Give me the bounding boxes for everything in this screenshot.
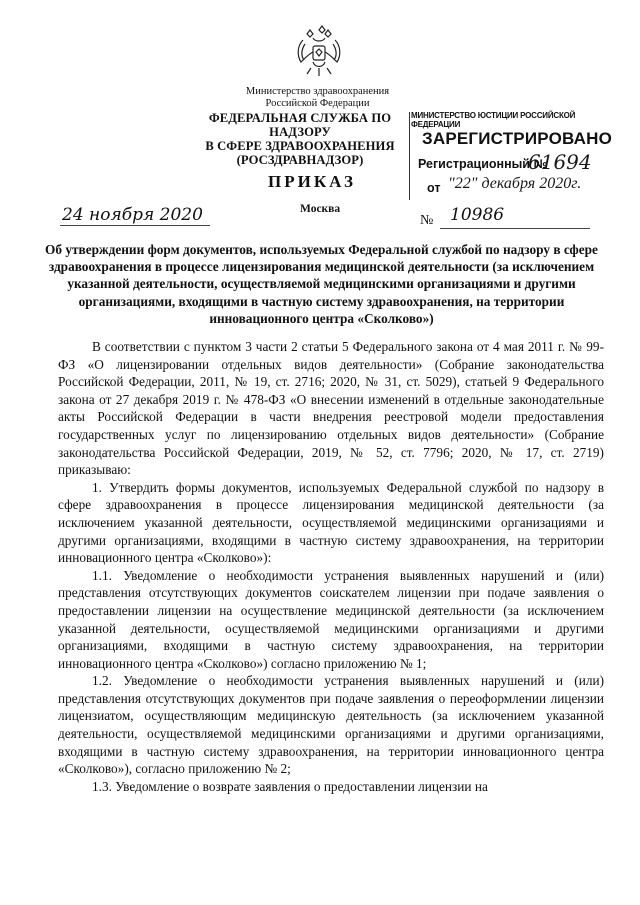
order-number-underline: [440, 228, 590, 229]
order-heading: ПРИКАЗ: [268, 172, 356, 191]
ministry-name: [215, 86, 420, 110]
service-name: [180, 111, 420, 167]
order-number-label: №: [420, 213, 434, 228]
stamp-border: [409, 112, 410, 200]
stamp-reg-number-label: Регистрационный №: [418, 157, 548, 171]
ministry-line-2: Российской Федерации: [265, 98, 370, 109]
stamp-reg-number: 61694: [528, 150, 592, 174]
paragraph-preamble: В соответствии с пунктом 3 части 2 статьи 5 Федерального закона от 4 мая 2011 г. № 99-ФЗ «О лицензировании отдельных видов деятельности» (Собрание законодательства Российской Федерации, 2011, № 19, ст. 2716; 2020, № 31, ст. 5029), статьей 9 Федерального закона от 27 декабря 2019 г. № 478-ФЗ «О внесении изменений в отдельные законодательные акты Российской Федерации в части внедрения реестровой модели предоставления государственных услуг по лицензированию отдельных видов деятельности» (Собрание законодательства Российской Федерации, 2019, № 52, ст. 7796; 2020, № 17, ст. 2719) приказываю:: [58, 339, 604, 478]
paragraph-item-1: 1. Утвердить формы документов, используемых Федеральной службой по надзору в сфере здравоохранения в процессе лицензирования медицинской деятельности (за исключением указанной деятельности, осуществляемой медицинскими организациями и другими организациями, входящими в частную систему здравоохранения, на территории инновационного центра «Сколково»):: [58, 479, 604, 566]
service-line-2: В СФЕРЕ ЗДРАВООХРАНЕНИЯ: [205, 139, 395, 153]
ministry-line-1: Министерство здравоохранения: [245, 86, 390, 97]
signing-date-underline: [60, 225, 210, 226]
service-line-3: (РОСЗДРАВНАДЗОР): [236, 153, 364, 167]
paragraph-item-1-3: 1.3. Уведомление о возврате заявления о предоставлении лицензии на: [92, 778, 488, 794]
stamp-date: "22" декабря 2020г.: [448, 175, 582, 192]
paragraph-item-1-2: 1.2. Уведомление о необходимости устранения выявленных нарушений и (или) представления отсутствующих документов при подаче заявления о переоформлении лицензии лицензиатом, осуществляющим медицинскую деятельность (за исключением указанной деятельности, осуществляемой медицинскими организациями и другими организациями, входящими в частную систему здравоохранения, на территории инновационного центра «Сколково»), согласно приложению № 2;: [58, 673, 604, 777]
stamp-ministry: МИНИСТЕРСТВО ЮСТИЦИИ РОССИЙСКОЙ ФЕДЕРАЦИИ: [411, 111, 576, 129]
city: Москва: [300, 203, 341, 215]
stamp-registered: ЗАРЕГИСТРИРОВАНО: [422, 129, 613, 148]
order-number: 10986: [450, 205, 505, 225]
service-line-1: ФЕДЕРАЛЬНАЯ СЛУЖБА ПО НАДЗОРУ: [208, 111, 392, 139]
document-body: [58, 338, 604, 795]
signing-date: 24 ноября 2020: [62, 205, 203, 225]
stamp-date-label: от: [427, 181, 441, 195]
coat-of-arms-emblem: [295, 24, 343, 78]
document-title: Об утверждении форм документов, используемых Федеральной службой по надзору в сфере здравоохранения в процессе лицензирования медицинской деятельности (за исключением указанной деятельности, осуществляемой медицинскими организациями и другими организациями, входящими в частную систему здравоохранения, на территории инновационного центра «Сколково»): [45, 242, 598, 326]
paragraph-item-1-1: 1.1. Уведомление о необходимости устранения выявленных нарушений и (или) представления отсутствующих документов соискателем лицензии при подаче заявления о предоставлении лицензии на осуществление медицинской деятельности (за исключением указанной деятельности, осуществляемой медицинскими организациями и другими организациями, входящими в частную систему здравоохранения, на территории инновационного центра «Сколково») согласно приложению № 1;: [58, 567, 604, 671]
